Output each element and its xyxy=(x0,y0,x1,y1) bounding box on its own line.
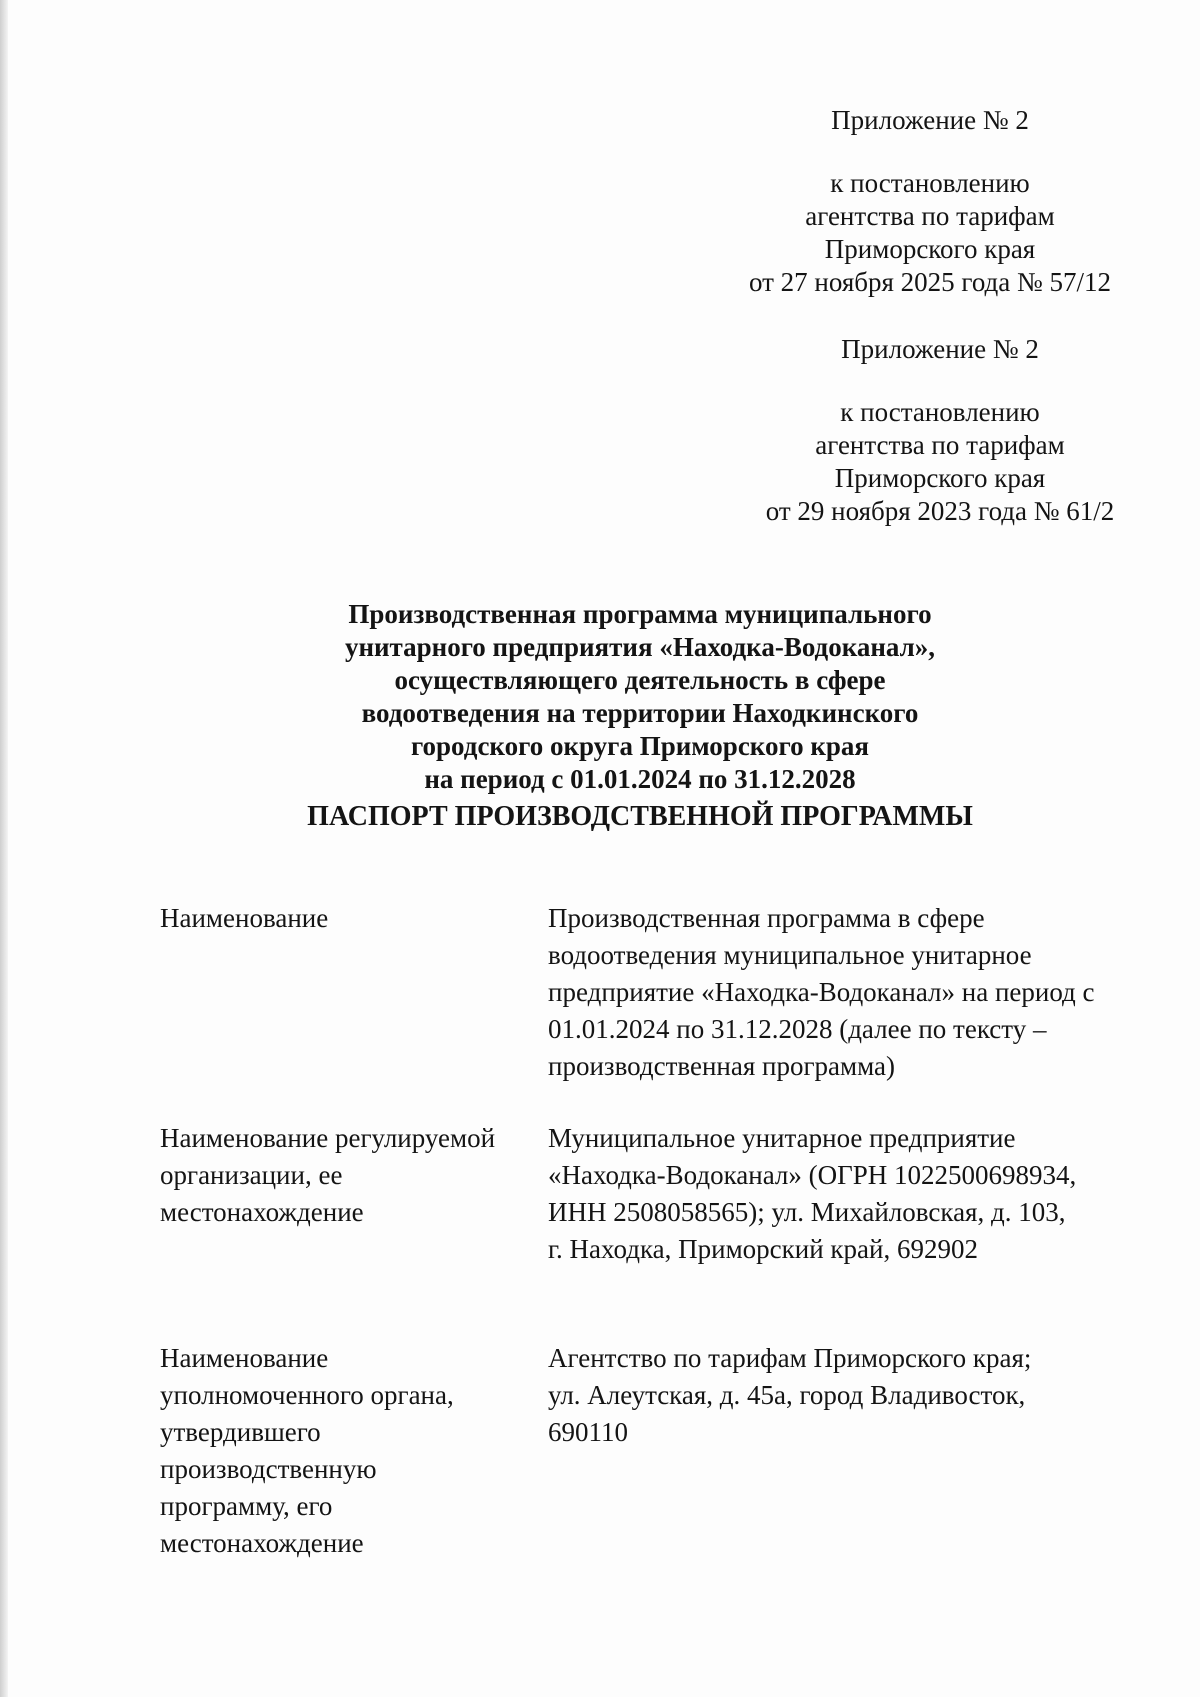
label-line: уполномоченного органа, xyxy=(160,1380,454,1410)
value-line: Производственная программа в сфере xyxy=(548,903,985,933)
value-line: Муниципальное унитарное предприятие xyxy=(548,1123,1016,1153)
appendix-line: от 27 ноября 2025 года № 57/12 xyxy=(748,267,1112,297)
row-value xyxy=(548,1340,1148,1451)
heading-line: Производственная программа муниципального xyxy=(348,599,932,629)
appendix-line: агентства по тарифам xyxy=(815,430,1065,460)
value-line: «Находка-Водоканал» (ОГРН 1022500698934, xyxy=(548,1160,1077,1190)
row-label xyxy=(160,1120,520,1231)
heading-line: городского округа Приморского края xyxy=(410,731,870,761)
value-line: водоотведения муниципальное унитарное xyxy=(548,940,1032,970)
appendix-details xyxy=(710,396,1170,528)
heading-line: на период с 01.01.2024 по 31.12.2028 xyxy=(424,764,856,794)
value-line: производственная программа) xyxy=(548,1051,895,1081)
heading-line: осуществляющего деятельность в сфере xyxy=(394,665,886,695)
label-line: Наименование регулируемой xyxy=(160,1123,496,1153)
passport-title: ПАСПОРТ ПРОИЗВОДСТВЕННОЙ ПРОГРАММЫ xyxy=(307,801,973,832)
label-line: утвердившего xyxy=(160,1417,321,1447)
heading-line: унитарного предприятия «Находка-Водоканал», xyxy=(344,632,936,662)
label-line: местонахождение xyxy=(160,1197,364,1227)
appendix-line: Приморского края xyxy=(834,463,1046,493)
value-line: г. Находка, Приморский край, 692902 xyxy=(548,1234,978,1264)
appendix-line: агентства по тарифам xyxy=(805,201,1055,231)
label-line: организации, ее xyxy=(160,1160,343,1190)
scan-edge xyxy=(0,0,8,1697)
label-line: программу, его xyxy=(160,1491,333,1521)
row-label xyxy=(160,1340,520,1562)
value-line: 690110 xyxy=(548,1417,628,1447)
row-value xyxy=(548,900,1148,1085)
value-line: предприятие «Находка-Водоканал» на период с xyxy=(548,977,1095,1007)
appendix-details xyxy=(700,167,1160,299)
appendix-title: Приложение № 2 xyxy=(841,334,1039,364)
label-line: местонахождение xyxy=(160,1528,364,1558)
row-value xyxy=(548,1120,1148,1268)
label-line: производственную xyxy=(160,1454,377,1484)
appendix-previous xyxy=(710,333,1170,528)
appendix-current xyxy=(700,104,1160,299)
value-line: 01.01.2024 по 31.12.2028 (далее по тексту – xyxy=(548,1014,1047,1044)
value-line: ул. Алеутская, д. 45а, город Владивосток, xyxy=(548,1380,1026,1410)
appendix-line: к постановлению xyxy=(840,397,1040,427)
label-line: Наименование xyxy=(160,903,329,933)
row-label xyxy=(160,900,520,937)
appendix-line: к постановлению xyxy=(830,168,1030,198)
label-line: Наименование xyxy=(160,1343,329,1373)
value-line: Агентство по тарифам Приморского края; xyxy=(548,1343,1032,1373)
appendix-line: от 29 ноября 2023 года № 61/2 xyxy=(765,496,1115,526)
appendix-title: Приложение № 2 xyxy=(831,105,1029,135)
appendix-line: Приморского края xyxy=(824,234,1036,264)
heading-line: водоотведения на территории Находкинского xyxy=(361,698,919,728)
document-heading xyxy=(240,598,1040,796)
value-line: ИНН 2508058565); ул. Михайловская, д. 103, xyxy=(548,1197,1066,1227)
